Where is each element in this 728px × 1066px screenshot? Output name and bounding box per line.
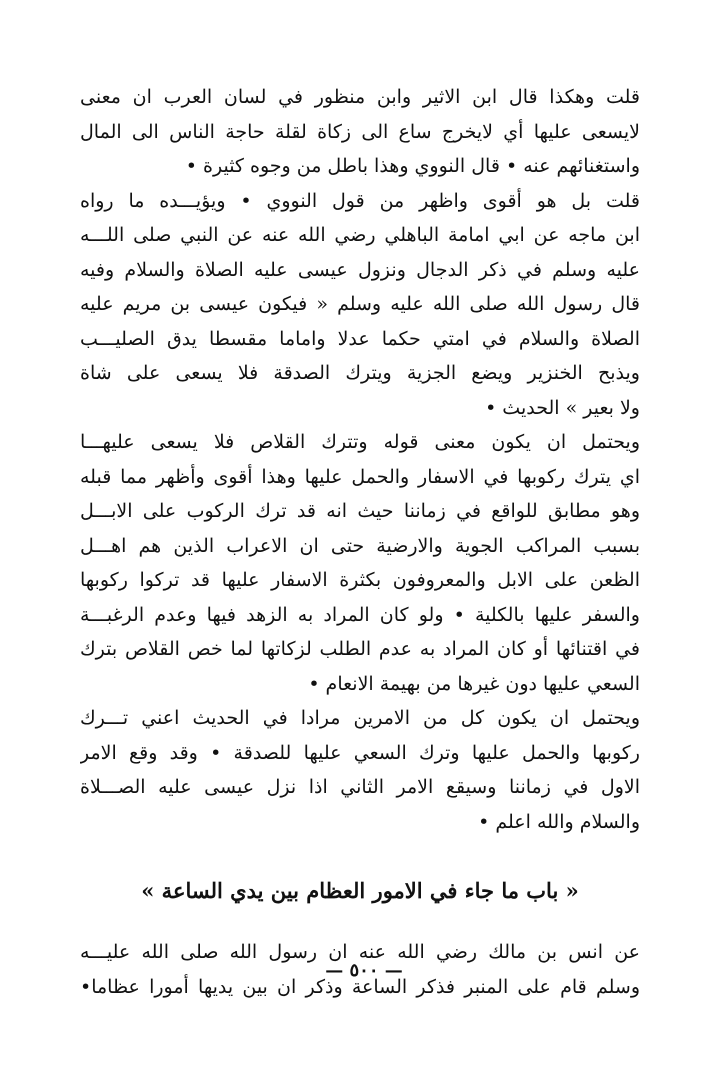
text-line: ويذبح الخنزير ويضع الجزية ويترك الصدقة فلا يسعى على شاة	[80, 362, 640, 384]
document-page	[80, 80, 640, 1004]
text-line: لايسعى عليها أي لايخرج ساع الى زكاة لقلة حاجة الناس الى المال	[80, 120, 640, 143]
text-line: والسلام والله اعلم •	[478, 810, 640, 833]
paragraph	[80, 701, 640, 839]
text-line: ركوبها والحمل عليها وترك السعي عليها للصدقة • وقد وقع الامر	[80, 741, 640, 764]
text-line: ويحتمل ان يكون كل من الامرين مرادا في الحديث اعني تـــرك	[80, 707, 640, 729]
section-gap	[80, 913, 640, 935]
text-line: ولا بعير » الحديث •	[485, 396, 640, 419]
text-line: واستغنائهم عنه • قال النووي وهذا باطل من وجوه كثيرة •	[185, 155, 640, 177]
paragraph	[80, 80, 640, 184]
text-line: ابن ماجه عن ابي امامة الباهلي رضي الله عنه عن النبي صلى اللـــه	[80, 224, 640, 246]
text-line: اي يترك ركوبها في الاسفار والحمل عليها وهذا أقوى وأظهر مما قبله	[80, 465, 640, 488]
chapter-heading: « باب ما جاء في الامور العظام بين يدي الساعة »	[141, 878, 579, 903]
section-gap	[80, 839, 640, 869]
text-line: الظعن على الابل والمعروفون بكثرة الاسفار عليها قد تركوا ركوبها	[80, 569, 640, 591]
text-line: قلت بل هو أقوى واظهر من قول النووي • ويؤيـــده ما رواه	[80, 189, 640, 212]
text-line: عليه وسلم في ذكر الدجال ونزول عيسى عليه الصلاة والسلام وفيه	[80, 258, 640, 281]
text-line: ويحتمل ان يكون معنى قوله وتترك القلاص فلا يسعى عليهـــا	[80, 431, 640, 453]
page-number: — ٥٠٠ —	[325, 960, 403, 981]
text-line: في اقتنائها أو كان المراد به عدم الطلب لزكاتها لما خص القلاص بترك	[80, 638, 640, 660]
text-line: وسلم قام على المنبر فذكر الساعة وذكر ان بين يديها أمورا عظاما•	[80, 975, 640, 998]
text-line: قال رسول الله صلى الله عليه وسلم « فيكون عيسى بن مريم عليه	[80, 293, 640, 315]
text-line: الصلاة والسلام في امتي حكما عدلا واماما مقسطا يدق الصليـــب	[80, 327, 640, 350]
text-line: قلت وهكذا قال ابن الاثير وابن منظور في لسان العرب ان معنى	[80, 86, 640, 108]
text-line: والسفر عليها بالكلية • ولو كان المراد به الزهد فيها وعدم الرغبـــة	[80, 603, 640, 626]
body-text	[80, 80, 640, 839]
paragraph	[80, 184, 640, 426]
text-line: وهو مطابق للواقع في زماننا حيث انه قد ترك الركوب على الابـــل	[80, 500, 640, 522]
text-line: الاول في زماننا وسيقع الامر الثاني اذا نزل عيسى عليه الصـــلاة	[80, 776, 640, 798]
text-line: بسبب المراكب الجوية والارضية حتى ان الاعراب الذين هم اهـــل	[80, 534, 640, 557]
text-line: عن انس بن مالك رضي الله عنه ان رسول الله صلى الله عليـــه	[80, 941, 640, 963]
text-line: السعي عليها دون غيرها من بهيمة الانعام •	[308, 672, 640, 695]
paragraph	[80, 425, 640, 701]
